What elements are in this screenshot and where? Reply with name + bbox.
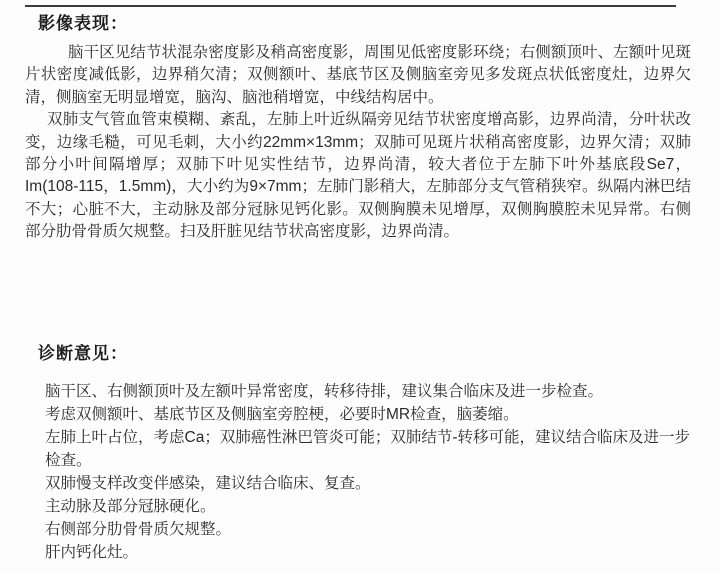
- findings-heading: 影像表现：: [38, 14, 128, 33]
- diagnosis-item: 肝内钙化灶。: [45, 544, 139, 561]
- findings-section: [25, 13, 691, 244]
- diagnosis-list: [45, 380, 690, 564]
- findings-body: [25, 42, 691, 244]
- diagnosis-item: 考虑双侧额叶、基底节区及侧脑室旁腔梗，必要时MR检查，脑萎缩。: [45, 406, 519, 423]
- diagnosis-item: 双肺慢支样改变伴感染，建议结合临床、复查。: [45, 475, 371, 492]
- findings-paragraph-chest: 双肺支气管血管束模糊、紊乱，左肺上叶近纵隔旁见结节状密度增高影，边界尚清，分叶状改变，边缘毛糙，可见毛刺，大小约22mm×13mm；双肺可见斑片状稍高密度影，边界欠清；双肺部分小叶间隔增厚；双肺下叶见实性结节，边界尚清，较大者位于左肺下叶外基底段Se7，Im(108-115，1.5mm)，大小约为9×7mm；左肺门影稍大，左肺部分支气管稍狭窄。纵隔内淋巴结不大；心脏不大，主动脉及部分冠脉见钙化影。双侧胸膜未见增厚，双侧胸膜腔未见异常。右侧部分肋骨骨质欠规整。扫及肝脏见结节状高密度影，边界尚清。: [25, 111, 691, 241]
- diagnosis-item: 右侧部分肋骨骨质欠规整。: [45, 521, 232, 538]
- diagnosis-item: 脑干区、右侧额顶叶及左额叶异常密度，转移待排，建议集合临床及进一步检查。: [45, 383, 604, 400]
- diagnosis-heading: 诊断意见：: [38, 344, 128, 363]
- top-divider-line: [25, 5, 676, 7]
- findings-paragraph-brain: 脑干区见结节状混杂密度影及稍高密度影，周围见低密度影环绕；右侧额顶叶、左额叶见斑片状密度减低影，边界稍欠清；双侧额叶、基底节区及侧脑室旁见多发斑点状低密度灶，边界欠清，侧脑室无明显增宽，脑沟、脑池稍增宽，中线结构居中。: [25, 44, 691, 106]
- diagnosis-item: 主动脉及部分冠脉硬化。: [45, 498, 216, 515]
- diagnosis-item: 左肺上叶占位，考虑Ca；双肺癌性淋巴管炎可能；双肺结节-转移可能，建议结合临床及进一步检查。: [45, 429, 690, 469]
- diagnosis-section: [25, 343, 691, 564]
